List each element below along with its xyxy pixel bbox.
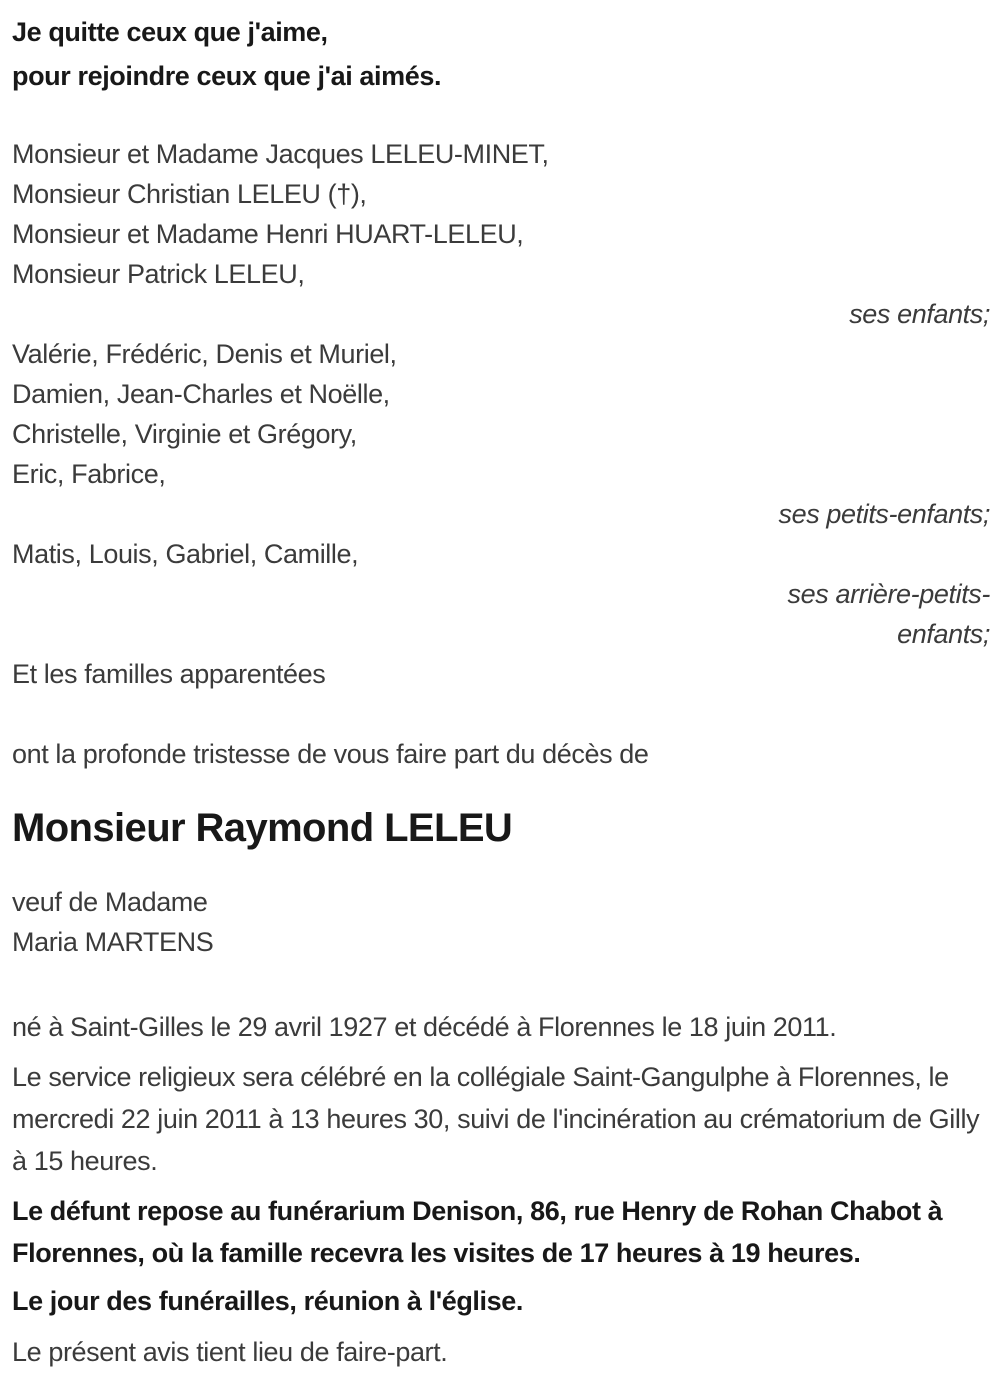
service-details: Le service religieux sera célébré en la collégiale Saint-Gangulphe à Florennes, le mercredi 22 juin 2011 à 13 heures 30, suivi de l'incinération au crématorium de Gilly à 15 heures.	[12, 1062, 980, 1176]
grandchildren-label: ses petits-enfants;	[778, 499, 990, 529]
announcement-line: ont la profonde tristesse de vous faire part du décès de	[12, 739, 649, 769]
family-list	[12, 134, 990, 694]
epigraph-line-2: pour rejoindre ceux que j'ai aimés.	[12, 61, 442, 91]
great-grandchild-names: Matis, Louis, Gabriel, Camille,	[12, 539, 359, 569]
great-grandchildren-label: ses arrière-petits-enfants;	[787, 579, 990, 649]
child-name-1: Monsieur et Madame Jacques LELEU-MINET,	[12, 139, 549, 169]
child-name-3: Monsieur et Madame Henri HUART-LELEU,	[12, 219, 524, 249]
grandchild-names-3: Christelle, Virginie et Grégory,	[12, 419, 357, 449]
deceased-name: Monsieur Raymond LELEU	[12, 806, 513, 850]
related-families-line: Et les familles apparentées	[12, 659, 326, 689]
grandchild-names-2: Damien, Jean-Charles et Noëlle,	[12, 379, 390, 409]
grandchild-names-1: Valérie, Frédéric, Denis et Muriel,	[12, 339, 397, 369]
children-label: ses enfants;	[849, 299, 990, 329]
closing-line: Le présent avis tient lieu de faire-part.	[12, 1337, 448, 1367]
widower-block	[12, 882, 990, 962]
funeral-day-note: Le jour des funérailles, réunion à l'église.	[12, 1286, 523, 1316]
child-name-2: Monsieur Christian LELEU (†),	[12, 179, 367, 209]
repose-details: Le défunt repose au funérarium Denison, 86, rue Henry de Rohan Chabot à Florennes, où la famille recevra les visites de 17 heures à 19 heures.	[12, 1196, 943, 1268]
epigraph	[12, 10, 990, 98]
grandchild-names-4: Eric, Fabrice,	[12, 459, 166, 489]
widower-of-line: veuf de Madame	[12, 887, 208, 917]
spouse-name: Maria MARTENS	[12, 927, 214, 957]
epigraph-line-1: Je quitte ceux que j'aime,	[12, 17, 328, 47]
birth-death-line: né à Saint-Gilles le 29 avril 1927 et décédé à Florennes le 18 juin 2011.	[12, 1012, 837, 1042]
child-name-4: Monsieur Patrick LELEU,	[12, 259, 305, 289]
